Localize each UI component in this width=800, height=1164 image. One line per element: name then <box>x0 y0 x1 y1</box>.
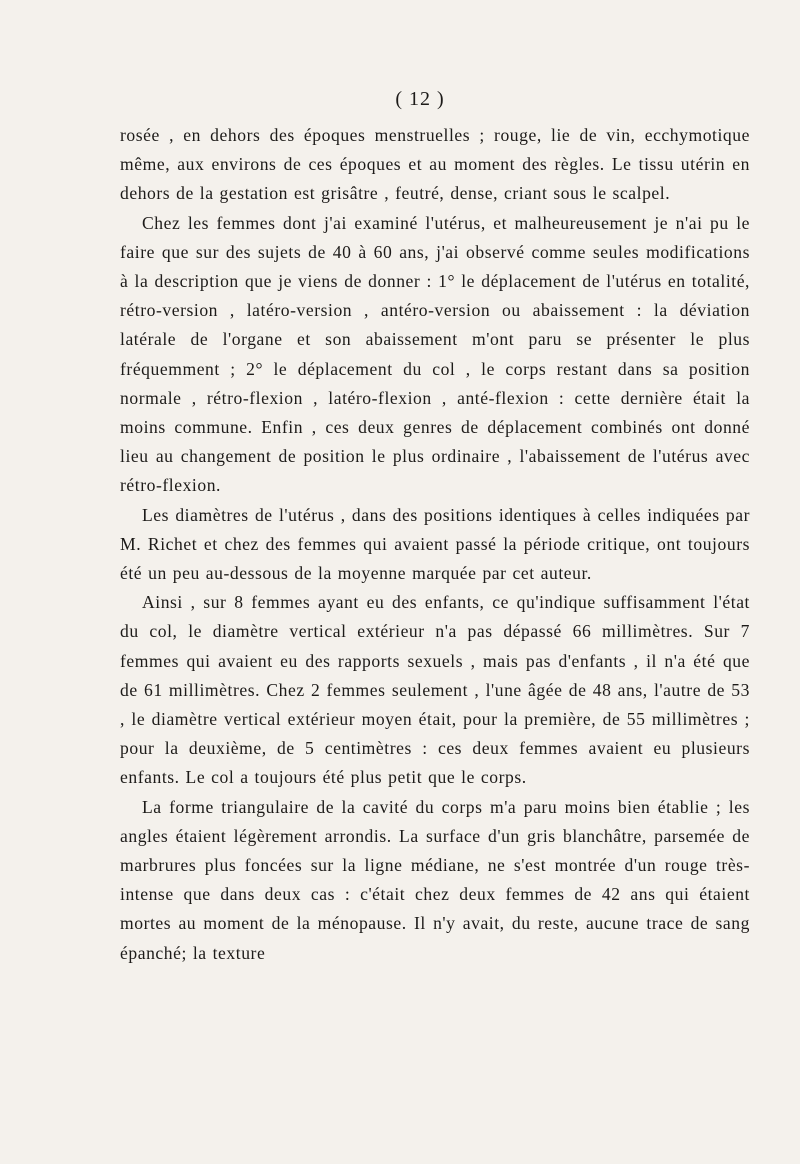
body-text <box>120 121 750 968</box>
page-number: ( 12 ) <box>395 88 445 110</box>
paragraph-continued: rosée , en dehors des époques menstruelles ; rouge, lie de vin, ecchymotique même, aux environs de ces époques et au moment des règles. Le tissu utérin en dehors de la gestation est grisâtre , feutré, dense, criant sous le scalpel. <box>120 125 750 204</box>
paragraph: Chez les femmes dont j'ai examiné l'utérus, et malheureusement je n'ai pu le faire que sur des sujets de 40 à 60 ans, j'ai observé comme seules modifications à la description que je viens de donner : 1° le déplacement de l'utérus en totalité, rétro-version , latéro-version , antéro-version ou abaissement : la déviation latérale de l'organe et son abaissement m'ont paru se présenter le plus fréquemment ; 2° le déplacement du col , le corps restant dans sa position normale , rétro-flexion , latéro-flexion , anté-flexion : cette dernière était la moins commune. Enfin , ces deux genres de déplacement combinés ont donné lieu au changement de position le plus ordinaire , l'abaissement de l'utérus avec rétro-flexion. <box>120 212 750 496</box>
paragraph: Ainsi , sur 8 femmes ayant eu des enfants, ce qu'indique suffisamment l'état du col, le diamètre vertical extérieur n'a pas dépassé 66 millimètres. Sur 7 femmes qui avaient eu des rapports sexuels , mais pas d'enfants , il n'a été que de 61 millimètres. Chez 2 femmes seulement , l'une âgée de 48 ans, l'autre de 53 , le diamètre vertical extérieur moyen était, pour la première, de 55 millimètres ; pour la deuxième, de 5 centimètres : ces deux femmes avaient eu plusieurs enfants. Le col a toujours été plus petit que le corps. <box>120 592 750 788</box>
paragraph: Les diamètres de l'utérus , dans des positions identiques à celles indiquées par M. Richet et chez des femmes qui avaient passé la période critique, ont toujours été un peu au-dessous de la moyenne marquée par cet auteur. <box>120 504 750 584</box>
paragraph: La forme triangulaire de la cavité du corps m'a paru moins bien établie ; les angles étaient légèrement arrondis. La surface d'un gris blanchâtre, parsemée de marbrures plus foncées sur la ligne médiane, ne s'est montrée d'un rouge très-intense que dans deux cas : c'était chez deux femmes de 42 ans qui étaient mortes au moment de la ménopause. Il n'y avait, du reste, aucune trace de sang épanché; la texture <box>120 796 750 963</box>
